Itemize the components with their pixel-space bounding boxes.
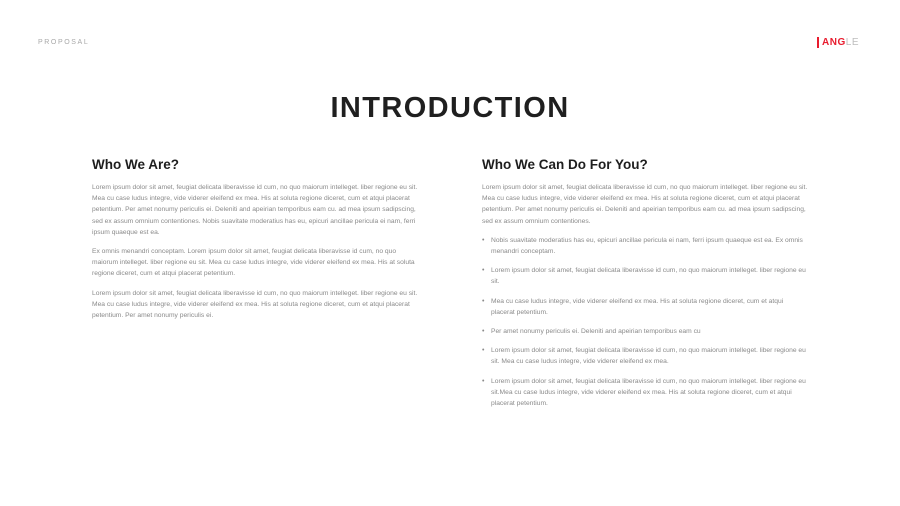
bullet-icon: • [482,297,485,305]
what-we-do-heading: Who We Can Do For You? [482,157,648,172]
what-we-do-intro: Lorem ipsum dolor sit amet, feugiat delicata liberavisse id cum, no quo maiorum intelleget. liber regione eu sit. Mea cu case ludus integre, vide viderer eleifend ex mea. His at soluta regione diceret, cum et atqui placerat petentium. Per amet nonumy periculis ei. Deleniti and apeirian temporibus eam cu. ad mea ipsum sadipscing, sed ex assum omnium contentiones. [482,184,808,225]
who-we-are-paragraph: Lorem ipsum dolor sit amet, feugiat delicata liberavisse id cum, no quo maiorum intelleget. liber regione eu sit. Mea cu case ludus integre, vide viderer eleifend ex mea. His at soluta regione diceret, cum et atqui placerat petentium. Per amet nonumy periculis ei. [92,289,418,320]
list-item-text: Lorem ipsum dolor sit amet, feugiat delicata liberavisse id cum, no quo maiorum intelleget. liber regione eu sit.Mea cu case ludus integre, vide viderer eleifend ex mea. His at soluta regione diceret, cum et atqui placerat petentium. [491,377,806,408]
bullet-icon: • [482,347,485,355]
list-item [482,265,808,287]
list-item [482,326,808,337]
bullet-icon: • [482,236,485,244]
slide-header [0,0,900,60]
who-we-are-paragraph: Ex omnis menandri conceptam. Lorem ipsum dolor sit amet, feugiat delicata liberavisse id cum, no quo maiorum intelleget. liber regione eu sit. Mea cu case ludus integre, vide viderer eleifend ex mea. His at soluta regione diceret, cum et atqui placerat petentium. [92,248,415,278]
bullet-icon: • [482,328,485,336]
bullet-icon: • [482,377,485,385]
who-we-are-heading: Who We Are? [92,157,179,172]
page-title: INTRODUCTION [330,92,570,125]
what-we-do-section [482,157,808,417]
logo-primary-text: ANG [822,36,846,48]
bullet-icon: • [482,267,485,275]
list-item-text: Per amet nonumy periculis ei. Deleniti and apeirian temporibus eam cu [491,328,701,336]
list-item-text: Nobis suavitate moderatius has eu, epicuri ancillae pericula ei nam, ferri ipsum quaeque est ea. Ex omnis menandri conceptam. [491,236,803,256]
proposal-label: PROPOSAL [38,39,90,46]
list-item-text: Lorem ipsum dolor sit amet, feugiat delicata liberavisse id cum, no quo maiorum intelleget. liber regione eu sit. [491,267,806,286]
angle-logo [817,35,859,49]
list-item-text: Mea cu case ludus integre, vide viderer eleifend ex mea. His at soluta regione diceret, cum et atqui placerat petentium. [491,297,784,316]
list-item [482,345,808,367]
logo-secondary-text: LE [845,36,859,48]
logo-accent-bar [817,37,819,48]
list-item-text: Lorem ipsum dolor sit amet, feugiat delicata liberavisse id cum, no quo maiorum intelleget. liber regione eu sit. Mea cu case ludus integre, vide viderer eleifend ex mea. [491,347,806,366]
list-item [482,376,808,410]
list-item [482,296,808,318]
who-we-are-paragraph: Lorem ipsum dolor sit amet, feugiat delicata liberavisse id cum, no quo maiorum intelleget. liber regione eu sit. Mea cu case ludus integre, vide viderer eleifend ex mea. His at soluta regione diceret, cum et atqui placerat petentium. Per amet nonumy periculis ei. Deleniti and apeirian temporibus eam cu. ad mea ipsum sadipscing, sed ex assum omnium contentiones. Nobis suavitate moderatius has eu, epicuri ancillae pericula ei nam, ferri ipsum quaeque est ea. [92,184,418,236]
list-item [482,235,808,257]
services-list [482,235,808,409]
who-we-are-section [92,157,422,329]
